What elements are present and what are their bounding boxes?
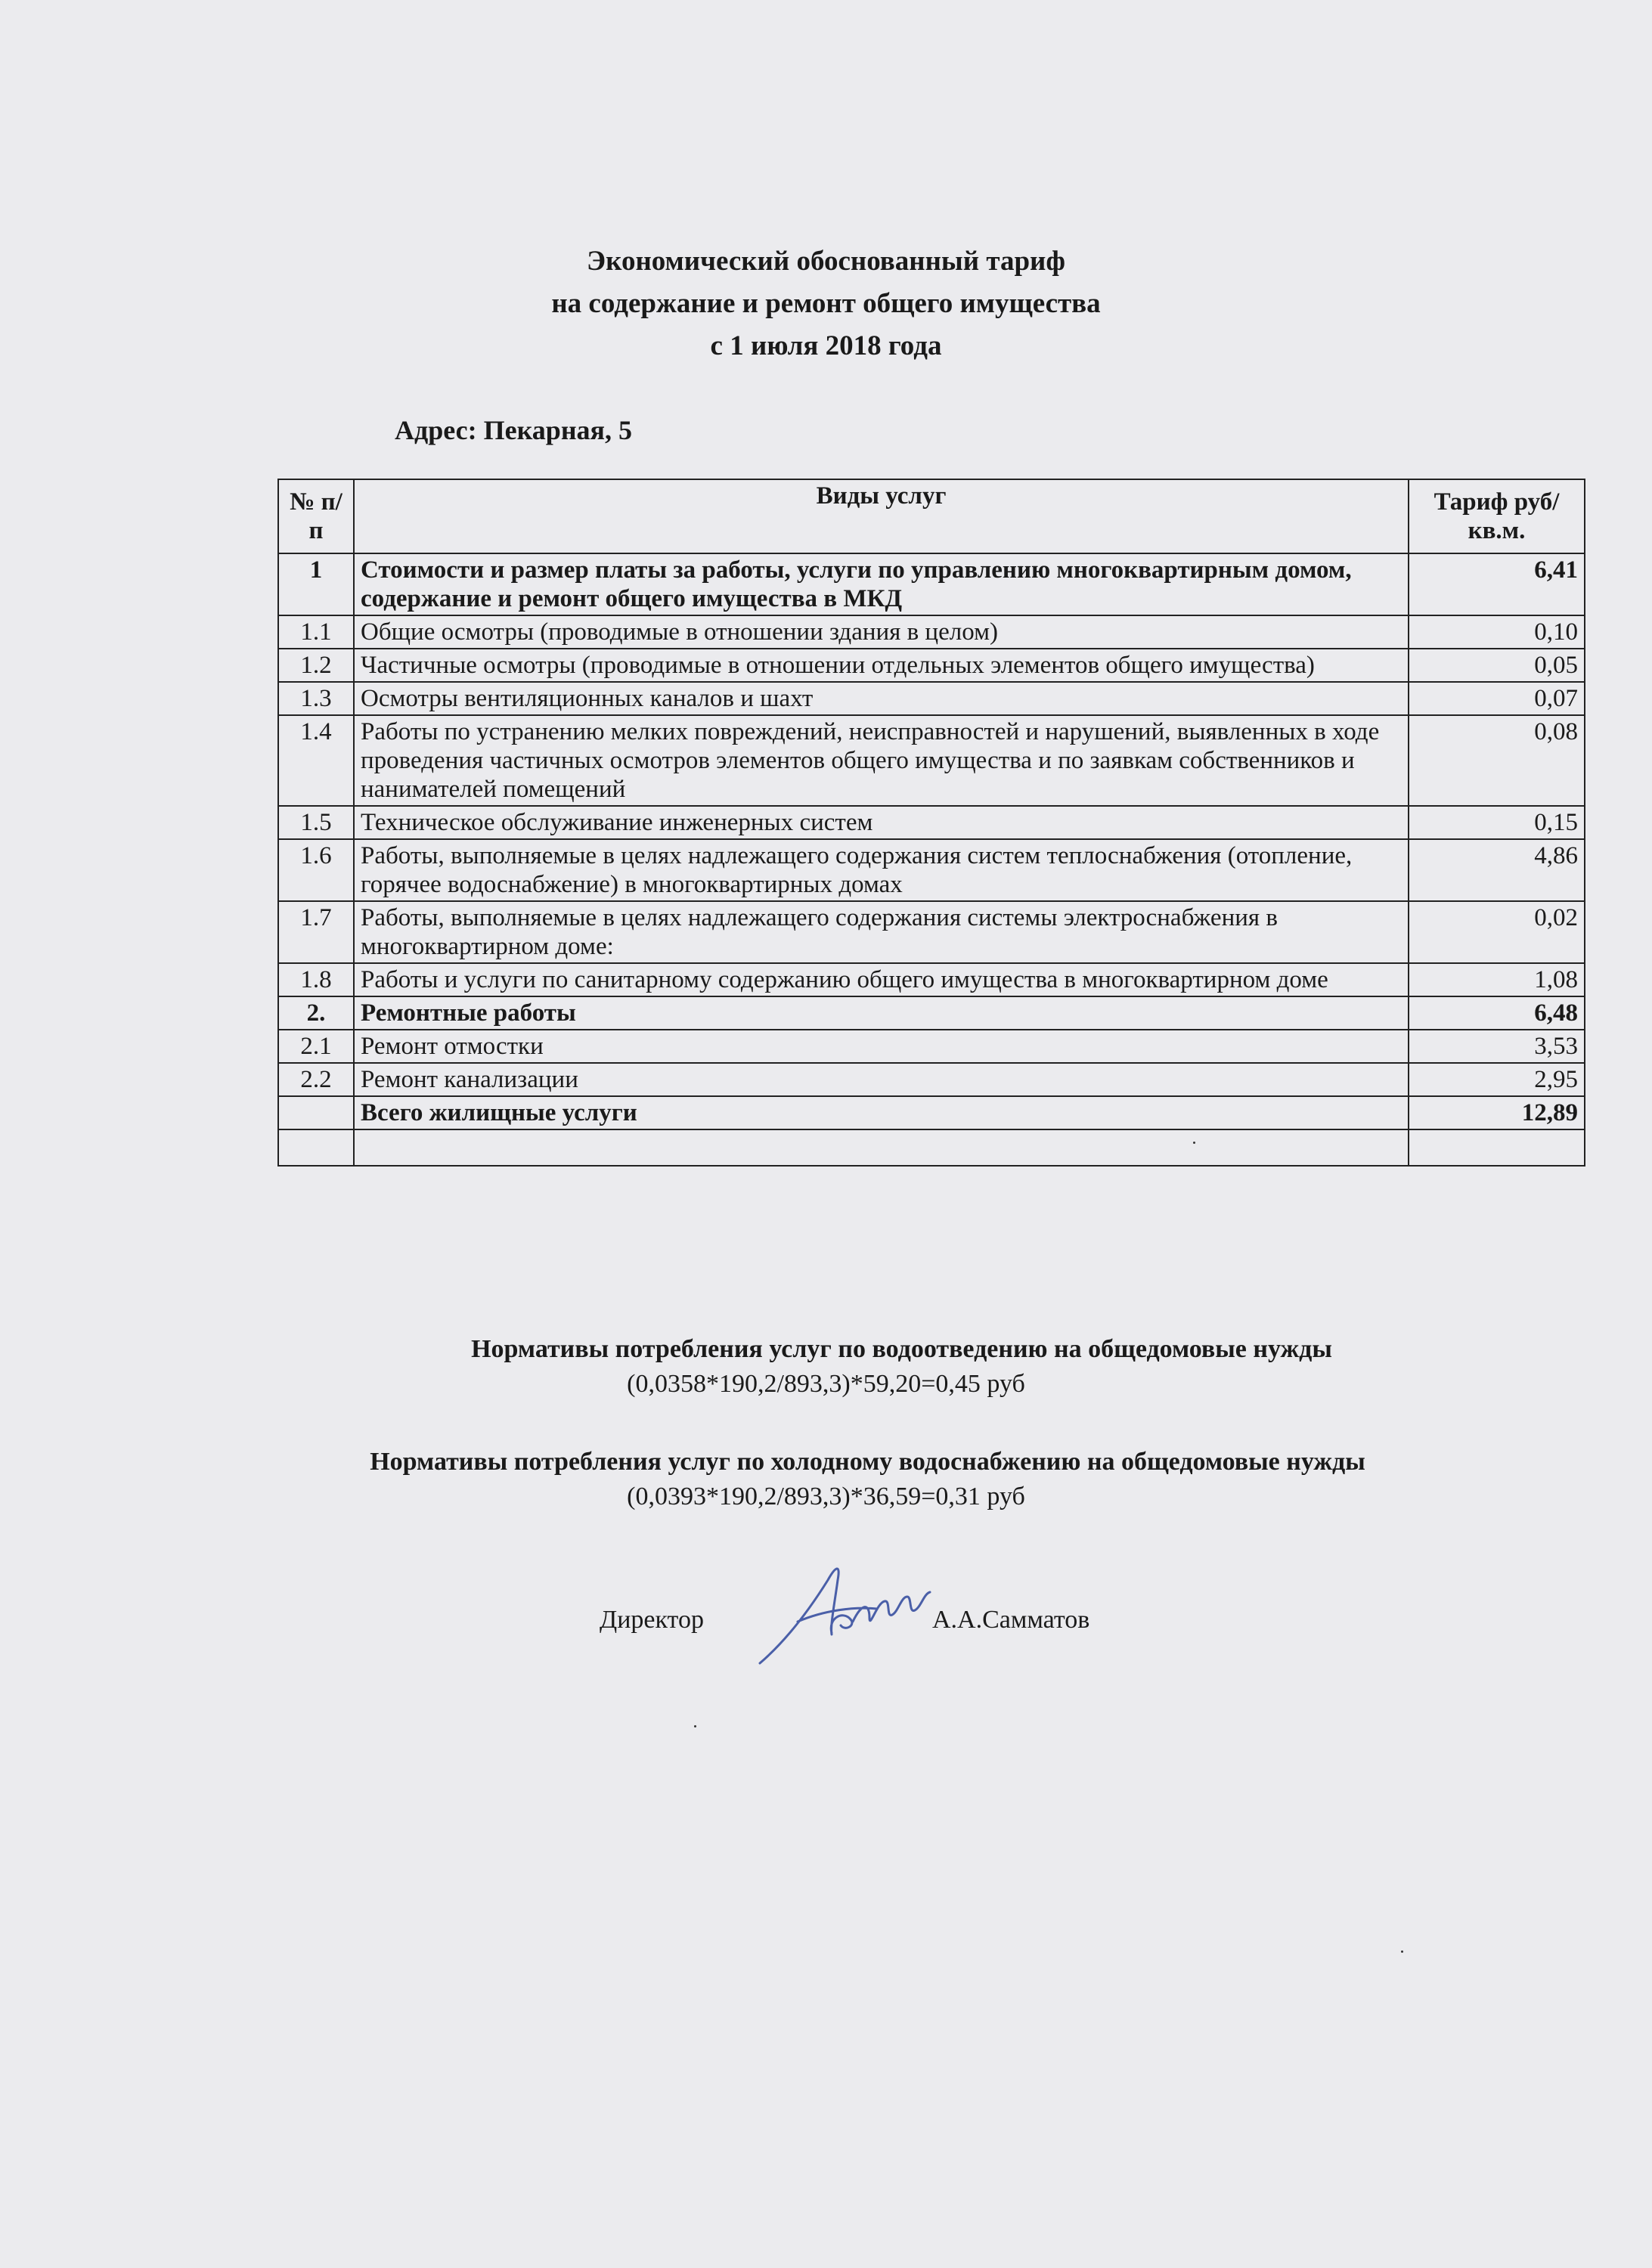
table-row [278,715,1585,806]
header-name: Виды услуг [354,479,1409,553]
table-row [278,682,1585,715]
row-num: 1.7 [278,901,354,963]
row-value: 0,05 [1409,649,1585,682]
cold-water-norm-heading: Нормативы потребления услуг по холодному водоснабжению на общедомовые нужды [370,1448,1365,1476]
drainage-norm [0,1332,1652,1402]
empty-cell [1409,1129,1585,1166]
handwritten-signature [756,1550,945,1671]
row-value: 6,48 [1409,996,1585,1030]
row-name: Ремонт канализации [354,1063,1409,1096]
row-num: 2.2 [278,1063,354,1096]
row-value: 0,10 [1409,615,1585,649]
row-name: Ремонт отмостки [354,1030,1409,1063]
row-name: Стоимости и размер платы за работы, услуги по управлению многоквартирным домом, содержание и ремонт общего имущества в МКД [354,553,1409,615]
row-num: 1 [278,553,354,615]
row-name: Осмотры вентиляционных каналов и шахт [354,682,1409,715]
table-row [278,1030,1585,1063]
row-name: Техническое обслуживание инженерных систем [354,806,1409,839]
row-value: 6,41 [1409,553,1585,615]
header-num: № п/п [278,479,354,553]
cold-water-norm-formula: (0,0393*190,2/893,3)*36,59=0,31 руб [627,1483,1025,1510]
row-name: Работы, выполняемые в целях надлежащего содержания систем теплоснабжения (отопление, горячее водоснабжение) в многоквартирных домах [354,839,1409,901]
cold-water-norm [0,1445,1652,1514]
drainage-norm-heading: Нормативы потребления услуг по водоотведению на общедомовые нужды [471,1335,1332,1363]
row-value: 12,89 [1409,1096,1585,1129]
row-num: 1.1 [278,615,354,649]
row-value: 0,07 [1409,682,1585,715]
table-row [278,839,1585,901]
table-row [278,553,1585,615]
row-name: Работы, выполняемые в целях надлежащего содержания системы электроснабжения в многоквартирном доме: [354,901,1409,963]
table-header-row [278,479,1585,553]
row-value: 0,08 [1409,715,1585,806]
paper-speck [1401,1950,1403,1953]
row-value: 4,86 [1409,839,1585,901]
header-value: Тариф руб/кв.м. [1409,479,1585,553]
row-num: 1.6 [278,839,354,901]
empty-cell [278,1129,354,1166]
row-num: 1.2 [278,649,354,682]
row-name: Частичные осмотры (проводимые в отношении отдельных элементов общего имущества) [354,649,1409,682]
table-row [278,806,1585,839]
table-row [278,615,1585,649]
row-num: 1.8 [278,963,354,996]
table-row [278,901,1585,963]
row-num [278,1096,354,1129]
title-line-1: Экономический обоснованный тариф [587,246,1065,277]
row-value: 1,08 [1409,963,1585,996]
signature-stroke [760,1569,930,1663]
table-empty-row [278,1129,1585,1166]
empty-cell [354,1129,1409,1166]
row-name: Всего жилищные услуги [354,1096,1409,1129]
row-value: 0,02 [1409,901,1585,963]
row-value: 2,95 [1409,1063,1585,1096]
title-line-2: на содержание и ремонт общего имущества [551,288,1101,319]
address: Адрес: Пекарная, 5 [395,415,633,445]
row-name: Общие осмотры (проводимые в отношении здания в целом) [354,615,1409,649]
row-num: 2. [278,996,354,1030]
row-name: Ремонтные работы [354,996,1409,1030]
row-num: 1.4 [278,715,354,806]
table-row [278,963,1585,996]
row-num: 1.5 [278,806,354,839]
paper-speck [694,1725,696,1727]
paper-speck [1193,1142,1195,1144]
table-total-row [278,1096,1585,1129]
row-num: 2.1 [278,1030,354,1063]
title-line-3: с 1 июля 2018 года [710,330,942,361]
table-row [278,649,1585,682]
drainage-norm-formula: (0,0358*190,2/893,3)*59,20=0,45 руб [627,1370,1025,1398]
row-name: Работы и услуги по санитарному содержанию общего имущества в многоквартирном доме [354,963,1409,996]
table-row [278,996,1585,1030]
table-row [278,1063,1585,1096]
row-value: 0,15 [1409,806,1585,839]
row-value: 3,53 [1409,1030,1585,1063]
tariff-table [277,479,1585,1167]
row-num: 1.3 [278,682,354,715]
document-title [0,240,1652,367]
signer-name: А.А.Самматов [932,1606,1090,1634]
signer-position: Директор [600,1606,704,1634]
row-name: Работы по устранению мелких повреждений, неисправностей и нарушений, выявленных в ходе проведения частичных осмотров элементов общего имущества и по заявкам собственников и нанимателей помещений [354,715,1409,806]
